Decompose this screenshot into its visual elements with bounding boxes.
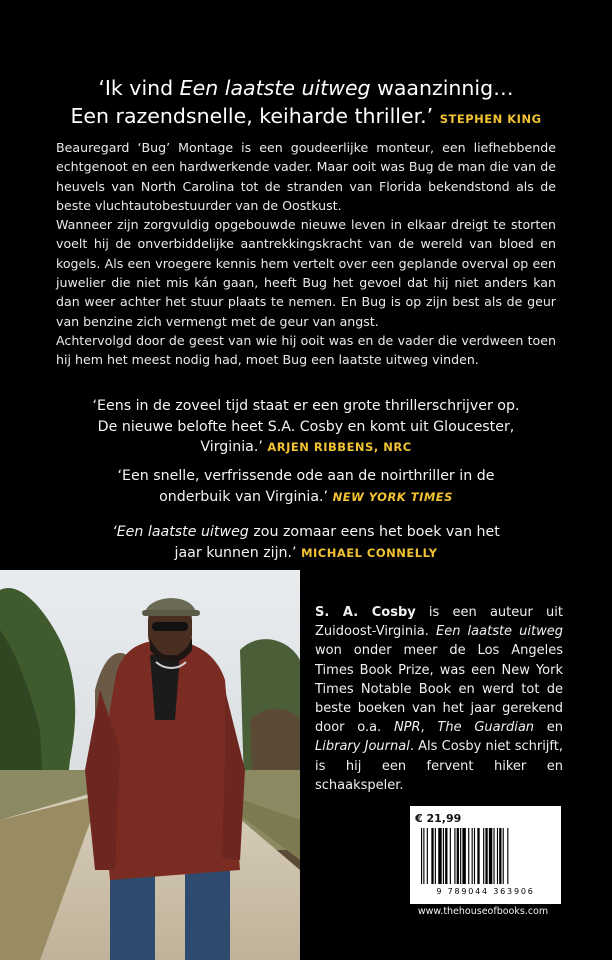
- author-bio: S. A. Cosby is een auteur uit Zuidoost-Virginia. Een laatste uitweg won onder meer de Los Angeles Times Book Prize, was een New York Times Notable Book en werd tot de beste boeken van het jaar gerekend door o.a. NPR, The Guardian en Library Journal. Als Cosby niet schrijft, is hij een fervent hiker en schaakspeler.: [315, 605, 564, 793]
- review-quote-nyt: ‘Een snelle, verfrissende ode aan de noirthriller in de onderbuik van Virginia.’ NEW YORK TIMES: [117, 468, 495, 505]
- barcode-bars: [415, 826, 556, 886]
- author-photo-illustration: [0, 570, 300, 960]
- review-quote-connelly: ‘Een laatste uitweg zou zomaar eens het boek van het jaar kunnen zijn.’ MICHAEL CONNELLY: [112, 524, 500, 561]
- barcode-bar: [427, 828, 428, 884]
- review-quote-nrc: ‘Eens in de zoveel tijd staat er een grote thrillerschrijver op. De nieuwe belofte heet S.A. Cosby en komt uit Gloucester, Virginia.’ ARJEN RIBBENS, NRC: [92, 398, 520, 455]
- barcode-bar: [493, 828, 494, 884]
- barcode-bar: [497, 828, 498, 884]
- top-quote-line-2: Een razendsnelle, keiharde thriller.’ STEPHEN KING: [70, 104, 542, 128]
- attribution-nyt: NEW YORK TIMES: [332, 489, 453, 504]
- barcode-bar: [468, 828, 469, 884]
- barcode-bar: [477, 828, 479, 884]
- top-quote-line-1: ‘Ik vind Een laatste uitweg waanzinnig…: [98, 76, 514, 100]
- barcode-bar: [483, 828, 484, 884]
- author-photo: [0, 570, 300, 960]
- synopsis: [56, 138, 556, 370]
- attribution-stephen-king: STEPHEN KING: [439, 112, 542, 126]
- barcode-bar: [507, 828, 508, 884]
- book-title: Een laatste uitweg: [179, 76, 371, 100]
- synopsis-paragraph: Achtervolgd door de geest van wie hij ooit was en de vader die verdween toen hij hem het meest nodig had, moet Bug een laatste uitweg vinden.: [56, 332, 556, 368]
- isbn-number: 9 789044 363906: [415, 887, 556, 896]
- barcode-bar: [454, 828, 455, 884]
- barcode-bar: [489, 828, 492, 884]
- barcode-bar: [485, 828, 487, 884]
- barcode-bar: [431, 828, 433, 884]
- barcode-bar: [445, 828, 447, 884]
- attribution-connelly: MICHAEL CONNELLY: [301, 545, 438, 560]
- attribution-nrc: ARJEN RIBBENS, NRC: [267, 440, 412, 454]
- barcode-bar: [457, 828, 459, 884]
- barcode-bar: [503, 828, 504, 884]
- synopsis-paragraph: Wanneer zijn zorgvuldig opgebouwde nieuwe leven in elkaar dreigt te storten voelt hij de onverbiddelijke aantrekkingskracht van de wereld van bloed en kogels. Als een vroegere kennis hem vertelt over een geplande overval op een juwelier die niet mis kán gaan, heeft Bug het gevoel dat hij niet anders kan dan weer achter het stuur plaats te nemen. En Bug is op zijn best als de geur van benzine zich vermengt met de geur van angst.: [56, 217, 556, 329]
- barcode-bar: [421, 828, 422, 884]
- barcode-bar: [472, 828, 473, 884]
- barcode-bar: [474, 828, 475, 884]
- price: € 21,99: [415, 812, 462, 825]
- barcode-bar: [443, 828, 444, 884]
- barcode-bar: [450, 828, 451, 884]
- author-name: S. A. Cosby: [315, 605, 416, 620]
- barcode-bar: [423, 828, 424, 884]
- barcode-bar: [435, 828, 436, 884]
- barcode-bar: [460, 828, 461, 884]
- barcode-bar: [499, 828, 501, 884]
- synopsis-paragraph: Beauregard ‘Bug’ Montage is een goudeerlijke monteur, een liefhebbende echtgenoot en een hardwerkende vader. Maar ooit was Bug de man die van de heuvels van North Carolina tot de stranden van Florida bekendstond als de beste vluchtautobestuurder van de Oostkust.: [56, 140, 556, 213]
- barcode-bar: [462, 828, 465, 884]
- barcode-bar: [438, 828, 441, 884]
- top-quote: [0, 74, 612, 133]
- publisher-url: www.thehouseofbooks.com: [417, 906, 549, 917]
